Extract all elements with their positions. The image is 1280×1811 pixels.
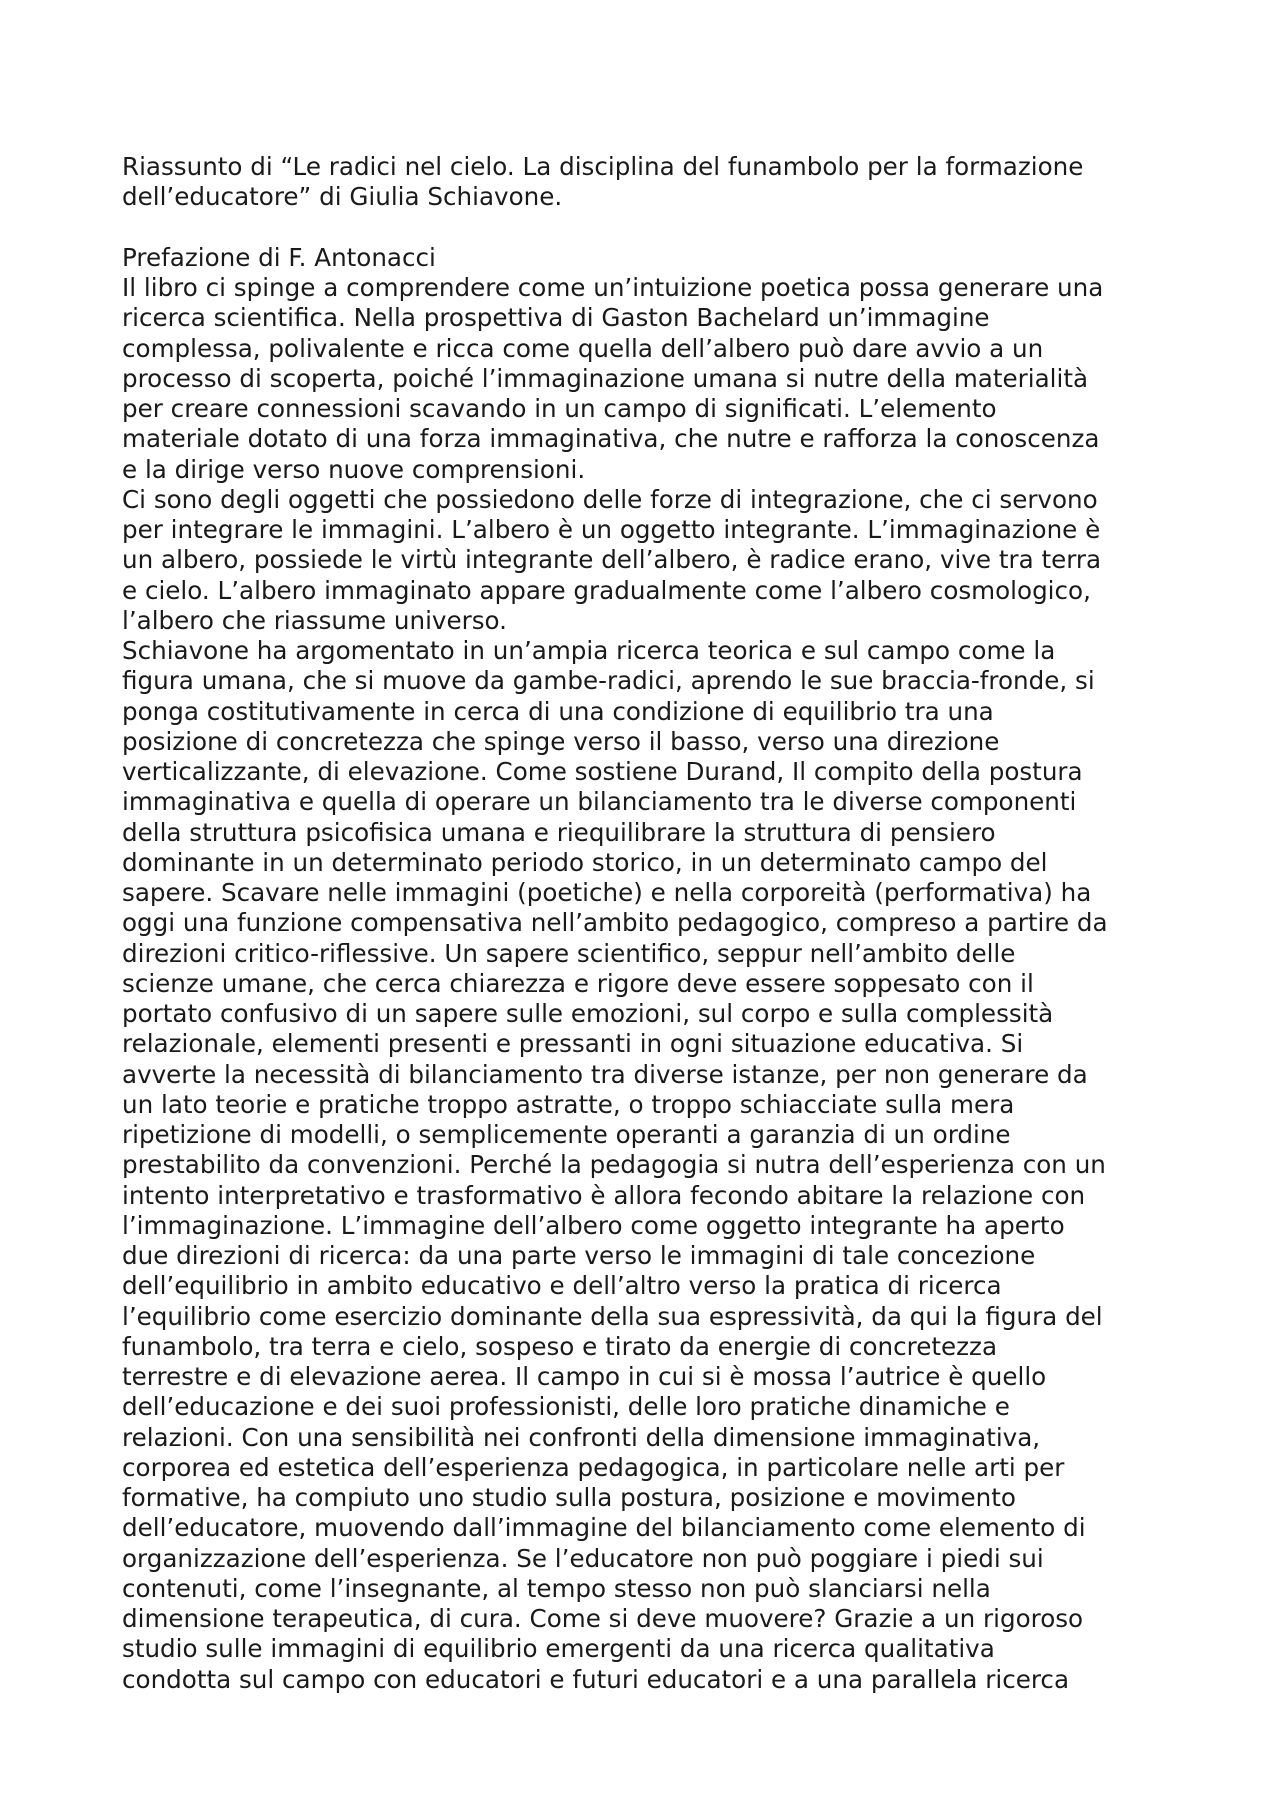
text-line: e cielo. L’albero immaginato appare gradualmente come l’albero cosmologico, xyxy=(122,575,1091,605)
text-line: per integrare le immagini. L’albero è un oggetto integrante. L’immaginazione è xyxy=(122,515,1101,544)
document-title-line: Riassunto di “Le radici nel cielo. La disciplina del funambolo per la formazione xyxy=(122,152,1084,181)
text-line: l’equilibrio come esercizio dominante della sua espressività, da qui la figura del xyxy=(122,1301,1103,1331)
text-line: oggi una funzione compensativa nell’ambito pedagogico, compreso a partire da xyxy=(122,908,1108,938)
text-line: dimensione terapeutica, di cura. Come si deve muovere? Grazie a un rigoroso xyxy=(122,1604,1084,1633)
text-line: sapere. Scavare nelle immagini (poetiche) e nella corporeità (performativa) ha xyxy=(122,878,1092,907)
text-line: condotta sul campo con educatori e futuri educatori e a una parallela ricerca xyxy=(122,1664,1070,1694)
text-line: relazioni. Con una sensibilità nei confronti della dimensione immaginativa, xyxy=(122,1422,1041,1452)
text-line xyxy=(122,213,1182,243)
text-line: intento interpretativo e trasformativo è allora fecondo abitare la relazione con xyxy=(122,1180,1086,1210)
text-line: prestabilito da convenzioni. Perché la pedagogia si nutra dell’esperienza con un xyxy=(122,1150,1106,1180)
document-title-line: dell’educatore” di Giulia Schiavone. xyxy=(122,182,563,212)
text-line: posizione di concretezza che spinge verso il basso, verso una direzione xyxy=(122,726,1000,756)
section-heading: Prefazione di F. Antonacci xyxy=(122,242,436,272)
text-line: materiale dotato di una forza immaginativa, che nutre e rafforza la conoscenza xyxy=(122,424,1100,454)
text-line: dell’equilibrio in ambito educativo e dell’altro verso la pratica di ricerca xyxy=(122,1271,1002,1301)
text-line: processo di scoperta, poiché l’immaginazione umana si nutre della materialità xyxy=(122,363,1089,393)
text-line: della struttura psicofisica umana e riequilibrare la struttura di pensiero xyxy=(122,817,996,847)
text-line: ricerca scientifica. Nella prospettiva di Gaston Bachelard un’immagine xyxy=(122,303,990,333)
text-line: due direzioni di ricerca: da una parte verso le immagini di tale concezione xyxy=(122,1241,1036,1270)
text-line: corporea ed estetica dell’esperienza pedagogica, in particolare nelle arti per xyxy=(122,1452,1065,1482)
text-line: direzioni critico-riflessive. Un sapere scientifico, seppur nell’ambito delle xyxy=(122,938,1016,968)
text-line: terrestre e di elevazione aerea. Il campo in cui si è mossa l’autrice è quello xyxy=(122,1362,1047,1391)
text-line: un lato teorie e pratiche troppo astratte, o troppo schiacciate sulla mera xyxy=(122,1089,1015,1119)
text-line: scienze umane, che cerca chiarezza e rigore deve essere soppesato con il xyxy=(122,968,1034,998)
text-line: Ci sono degli oggetti che possiedono delle forze di integrazione, che ci servono xyxy=(122,484,1098,514)
text-line: relazionale, elementi presenti e pressanti in ogni situazione educativa. Si xyxy=(122,1029,1024,1059)
text-line: l’albero che riassume universo. xyxy=(122,605,507,635)
text-line: dominante in un determinato periodo storico, in un determinato campo del xyxy=(122,847,1048,877)
text-line: per creare connessioni scavando in un campo di significati. L’elemento xyxy=(122,394,997,423)
text-line: organizzazione dell’esperienza. Se l’educatore non può poggiare i piedi sui xyxy=(122,1543,1044,1573)
text-line: e la dirige verso nuove comprensioni. xyxy=(122,454,586,484)
text-line: dell’educatore, muovendo dall’immagine del bilanciamento come elemento di xyxy=(122,1513,1086,1543)
text-line: verticalizzante, di elevazione. Come sostiene Durand, Il compito della postura xyxy=(122,757,1083,786)
document-body xyxy=(122,152,1182,1695)
text-line: formative, ha compiuto uno studio sulla postura, posizione e movimento xyxy=(122,1483,1016,1512)
text-line: Schiavone ha argomentato in un’ampia ricerca teorica e sul campo come la xyxy=(122,636,1056,665)
text-line: immaginativa e quella di operare un bilanciamento tra le diverse componenti xyxy=(122,787,1077,817)
text-line: un albero, possiede le virtù integrante dell’albero, è radice erano, vive tra terra xyxy=(122,545,1102,575)
text-line: dell’educazione e dei suoi professionisti, delle loro pratiche dinamiche e xyxy=(122,1392,1010,1422)
text-line: ripetizione di modelli, o semplicemente operanti a garanzia di un ordine xyxy=(122,1120,1011,1149)
text-line: avverte la necessità di bilanciamento tra diverse istanze, per non generare da xyxy=(122,1059,1088,1089)
text-line: Il libro ci spinge a comprendere come un’intuizione poetica possa generare una xyxy=(122,273,1104,302)
text-line: l’immaginazione. L’immagine dell’albero come oggetto integrante ha aperto xyxy=(122,1210,1065,1240)
text-line: contenuti, come l’insegnante, al tempo stesso non può slanciarsi nella xyxy=(122,1573,991,1603)
text-line: complessa, polivalente e ricca come quella dell’albero può dare avvio a un xyxy=(122,333,1044,363)
text-line: portato confusivo di un sapere sulle emozioni, sul corpo e sulla complessità xyxy=(122,999,1054,1028)
text-line: funambolo, tra terra e cielo, sospeso e tirato da energie di concretezza xyxy=(122,1331,998,1361)
text-line: figura umana, che si muove da gambe-radici, aprendo le sue braccia-fronde, si xyxy=(122,666,1095,696)
text-line: ponga costitutivamente in cerca di una condizione di equilibrio tra una xyxy=(122,696,994,726)
text-line: studio sulle immagini di equilibrio emergenti da una ricerca qualitativa xyxy=(122,1634,995,1664)
